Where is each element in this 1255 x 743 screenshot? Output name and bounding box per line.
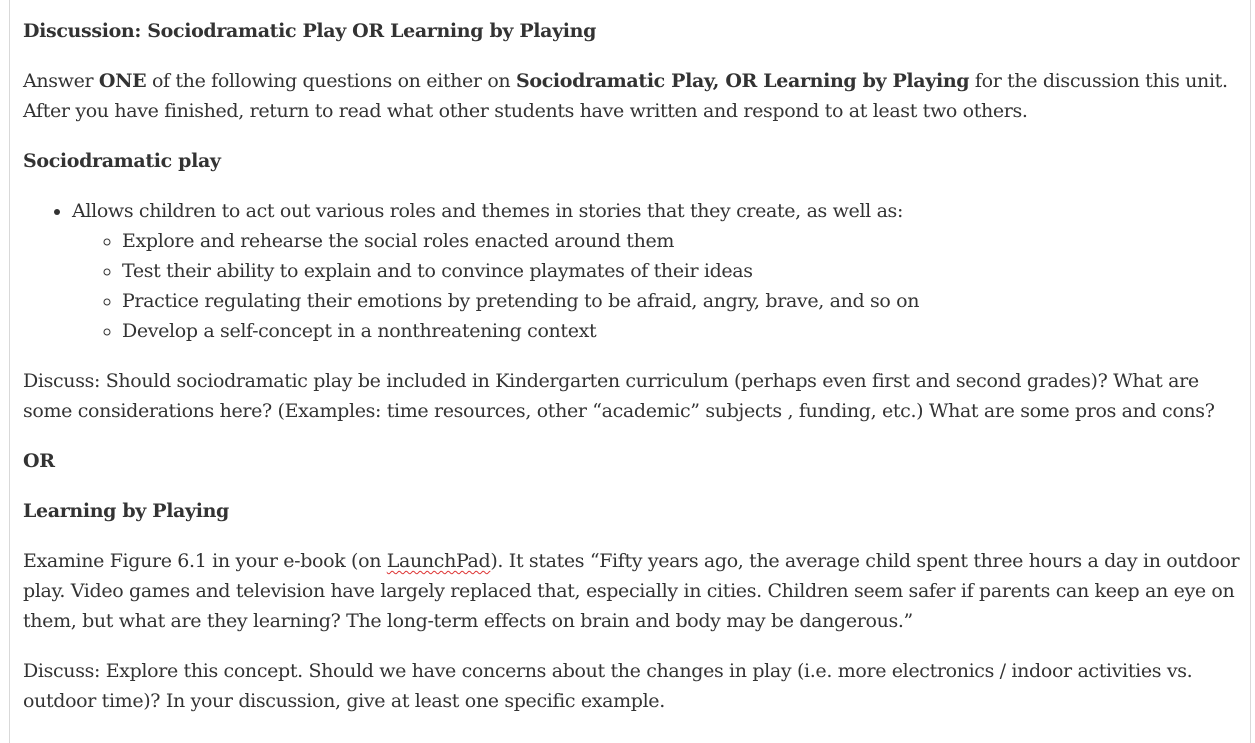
heading-text: Discussion: Sociodramatic Play OR Learning by Playing bbox=[23, 20, 597, 42]
intro-text-2: of the following questions on either on bbox=[146, 70, 517, 92]
list-item bbox=[72, 196, 1245, 346]
intro-bold-1: ONE bbox=[98, 70, 147, 92]
intro-bold-2: Sociodramatic Play, OR Learning by Playing bbox=[516, 70, 970, 92]
or-text: OR bbox=[23, 450, 55, 472]
launchpad-text: LaunchPad bbox=[386, 550, 491, 572]
intro-text-3: for the discussion this unit. After you have finished, return to read what other students have written and respond to at least two others. bbox=[23, 70, 1228, 122]
sublist-item: ◦ Practice regulating their emotions by pretending to be afraid, angry, brave, and so on bbox=[122, 286, 1245, 316]
section-title-learning bbox=[23, 496, 1245, 526]
section2-title-text: Learning by Playing bbox=[23, 500, 229, 522]
section-title-sociodramatic bbox=[23, 146, 1245, 176]
learning-discuss: Discuss: Explore this concept. Should we have concerns about the changes in play (i.e. more electronics / indoor activities vs. outdoor time)? In your discussion, give at least one specific example. bbox=[23, 660, 1193, 712]
sublist-item: ◦ Explore and rehearse the social roles enacted around them bbox=[122, 226, 1245, 256]
section1-title-text: Sociodramatic play bbox=[23, 150, 221, 172]
sublist-item: ◦ Test their ability to explain and to convince playmates of their ideas bbox=[122, 256, 1245, 286]
discussion-content bbox=[23, 16, 1245, 736]
or-separator bbox=[23, 446, 1245, 476]
examine-text-2: ). It states “Fifty years ago, the average child spent three hours a day in outdoor play. Video games and television have largely replaced that, especially in cities. Children seem safer if parents can keep an eye on them, but what are they learning? The long-term effects on brain and body may be dangerous.” bbox=[23, 550, 1240, 632]
examine-text-1: Examine Figure 6.1 in your e-book (on bbox=[23, 550, 387, 572]
sociodramatic-list bbox=[23, 196, 1245, 346]
intro-paragraph bbox=[23, 66, 1245, 126]
learning-examine-paragraph bbox=[23, 546, 1245, 636]
list-item-text: Allows children to act out various roles and themes in stories that they create, as well as: bbox=[72, 200, 904, 222]
sublist-item: ◦ Develop a self-concept in a nonthreatening context bbox=[122, 316, 1245, 346]
discussion-heading bbox=[23, 16, 1245, 46]
sociodramatic-discuss: Discuss: Should sociodramatic play be included in Kindergarten curriculum (perhaps even first and second grades)? What are some considerations here? (Examples: time resources, other “academic” subjects , funding, etc.) What are some pros and cons? bbox=[23, 370, 1215, 422]
intro-text-1: Answer bbox=[23, 70, 99, 92]
sociodramatic-sublist bbox=[72, 226, 1245, 346]
